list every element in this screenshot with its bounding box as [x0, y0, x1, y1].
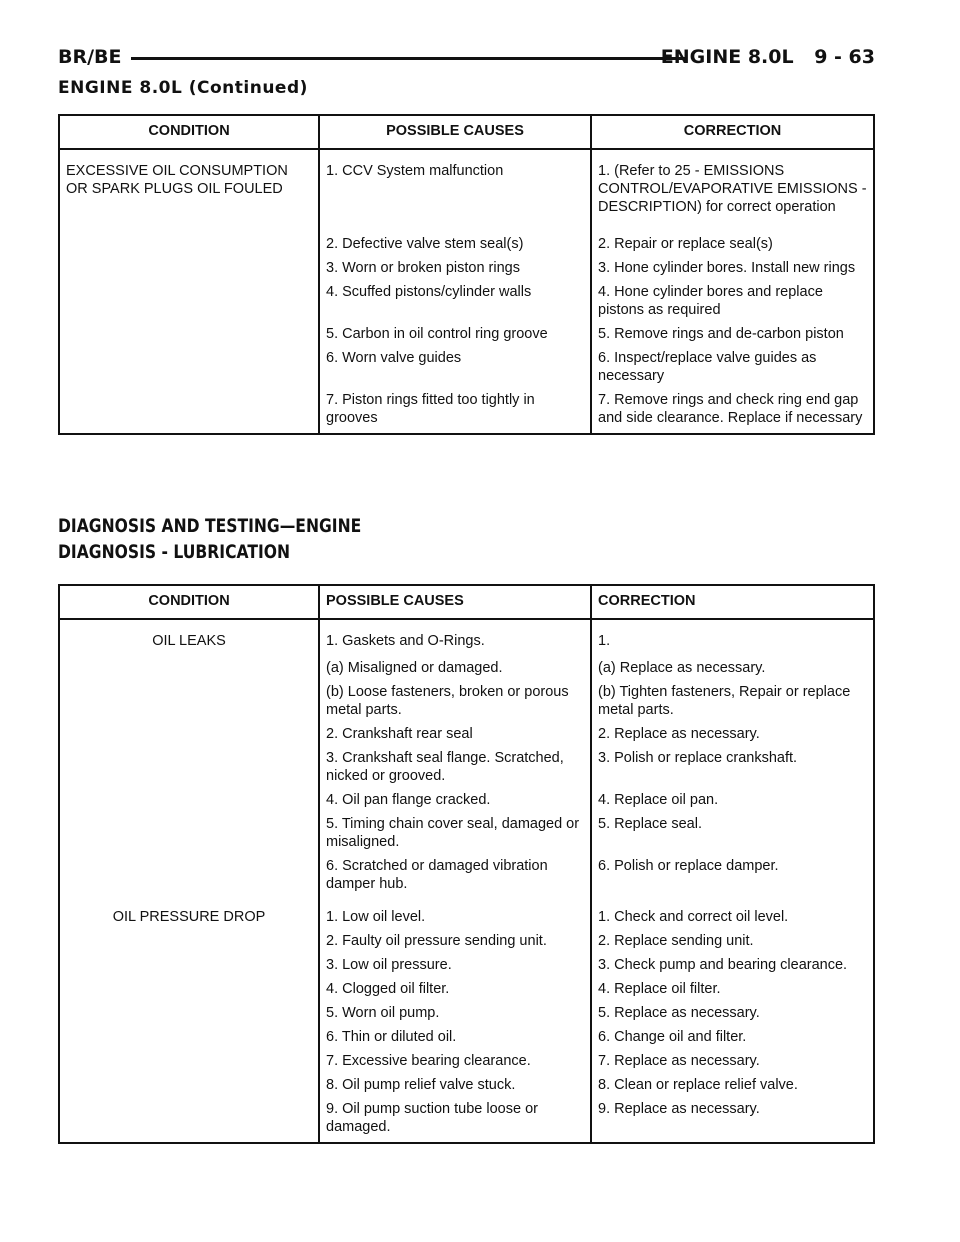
condition-cell: EXCESSIVE OIL CONSUMPTION OR SPARK PLUGS OIL FOULED	[59, 149, 319, 434]
cause-cell: 3. Crankshaft seal flange. Scratched, nicked or grooved.	[319, 746, 591, 788]
table-row	[59, 149, 874, 232]
correction-cell: 8. Clean or replace relief valve.	[598, 1077, 798, 1093]
manual-code: BR/BE	[58, 46, 122, 68]
header-condition: CONDITION	[59, 115, 319, 149]
table-row	[59, 619, 874, 656]
correction-cell: (a) Replace as necessary.	[598, 660, 766, 676]
cause-cell: (b) Loose fasteners, broken or porous metal parts.	[319, 680, 591, 722]
header-possible-causes: POSSIBLE CAUSES	[319, 115, 591, 149]
correction-cell: 4. Replace oil filter.	[598, 981, 721, 997]
header-right	[661, 46, 875, 68]
correction-cell: 2. Replace as necessary.	[598, 726, 760, 742]
page-number: 9 - 63	[814, 46, 875, 68]
cause-cell: 8. Oil pump relief valve stuck.	[319, 1073, 591, 1097]
cause-cell: 2. Faulty oil pressure sending unit.	[319, 929, 591, 953]
section-heading-engine: DIAGNOSIS AND TESTING—ENGINE	[58, 515, 362, 537]
cause-cell: 2. Defective valve stem seal(s)	[319, 232, 591, 256]
table-header-row	[59, 585, 874, 619]
correction-cell: 5. Remove rings and de-carbon piston	[598, 326, 844, 342]
continued-title: ENGINE 8.0L (Continued)	[58, 78, 308, 98]
cause-cell: 3. Worn or broken piston rings	[319, 256, 591, 280]
cause-cell: 3. Low oil pressure.	[319, 953, 591, 977]
cause-cell: 5. Timing chain cover seal, damaged or misaligned.	[319, 812, 591, 854]
cause-cell: 4. Clogged oil filter.	[319, 977, 591, 1001]
cause-cell: 7. Piston rings fitted too tightly in grooves	[319, 388, 591, 434]
oil-consumption-table	[58, 114, 875, 435]
correction-cell: (b) Tighten fasteners, Repair or replace metal parts.	[598, 684, 851, 718]
condition-cell: OIL PRESSURE DROP	[59, 896, 319, 1143]
header-correction: CORRECTION	[591, 115, 874, 149]
correction-cell: 5. Replace as necessary.	[598, 1005, 760, 1021]
header-rule	[131, 57, 685, 60]
cause-cell: (a) Misaligned or damaged.	[319, 656, 591, 680]
correction-cell: 1.	[598, 633, 611, 649]
table-header-row	[59, 115, 874, 149]
cause-cell: 1. CCV System malfunction	[319, 149, 591, 232]
cause-cell: 9. Oil pump suction tube loose or damaged.	[319, 1097, 591, 1143]
cause-cell: 5. Carbon in oil control ring groove	[319, 322, 591, 346]
correction-cell: 4. Replace oil pan.	[598, 792, 719, 808]
correction-cell: 7. Replace as necessary.	[598, 1053, 760, 1069]
header-condition: CONDITION	[59, 585, 319, 619]
cause-cell: 1. Gaskets and O-Rings.	[319, 619, 591, 656]
cause-cell: 6. Scratched or damaged vibration damper hub.	[319, 854, 591, 896]
section-title: ENGINE 8.0L	[660, 46, 794, 68]
correction-cell: 3. Hone cylinder bores. Install new rings	[598, 260, 856, 276]
correction-cell: 7. Remove rings and check ring end gap and side clearance. Replace if necessary	[598, 392, 863, 426]
correction-cell: 4. Hone cylinder bores and replace pistons as required	[598, 284, 823, 318]
header-correction: CORRECTION	[591, 585, 874, 619]
correction-cell: 1. (Refer to 25 - EMISSIONS CONTROL/EVAPORATIVE EMISSIONS - DESCRIPTION) for correct operation	[598, 163, 867, 215]
cause-cell: 6. Thin or diluted oil.	[319, 1025, 591, 1049]
lubrication-table	[58, 584, 875, 1144]
correction-cell: 1. Check and correct oil level.	[598, 909, 789, 925]
cause-cell: 2. Crankshaft rear seal	[319, 722, 591, 746]
correction-cell: 2. Repair or replace seal(s)	[598, 236, 773, 252]
correction-cell: 3. Polish or replace crankshaft.	[598, 750, 798, 766]
table-row	[59, 896, 874, 929]
correction-cell: 6. Inspect/replace valve guides as necessary	[598, 350, 817, 384]
correction-cell: 3. Check pump and bearing clearance.	[598, 957, 848, 973]
cause-cell: 4. Scuffed pistons/cylinder walls	[319, 280, 591, 322]
condition-cell: OIL LEAKS	[59, 619, 319, 896]
section-heading-lubrication: DIAGNOSIS - LUBRICATION	[58, 541, 291, 563]
cause-cell: 1. Low oil level.	[319, 896, 591, 929]
header-possible-causes: POSSIBLE CAUSES	[319, 585, 591, 619]
cause-cell: 7. Excessive bearing clearance.	[319, 1049, 591, 1073]
correction-cell: 6. Change oil and filter.	[598, 1029, 747, 1045]
page-header	[58, 42, 875, 72]
cause-cell: 6. Worn valve guides	[319, 346, 591, 388]
correction-cell: 5. Replace seal.	[598, 816, 702, 832]
correction-cell: 6. Polish or replace damper.	[598, 858, 779, 874]
cause-cell: 4. Oil pan flange cracked.	[319, 788, 591, 812]
cause-cell: 5. Worn oil pump.	[319, 1001, 591, 1025]
correction-cell: 2. Replace sending unit.	[598, 933, 754, 949]
correction-cell: 9. Replace as necessary.	[598, 1101, 760, 1117]
